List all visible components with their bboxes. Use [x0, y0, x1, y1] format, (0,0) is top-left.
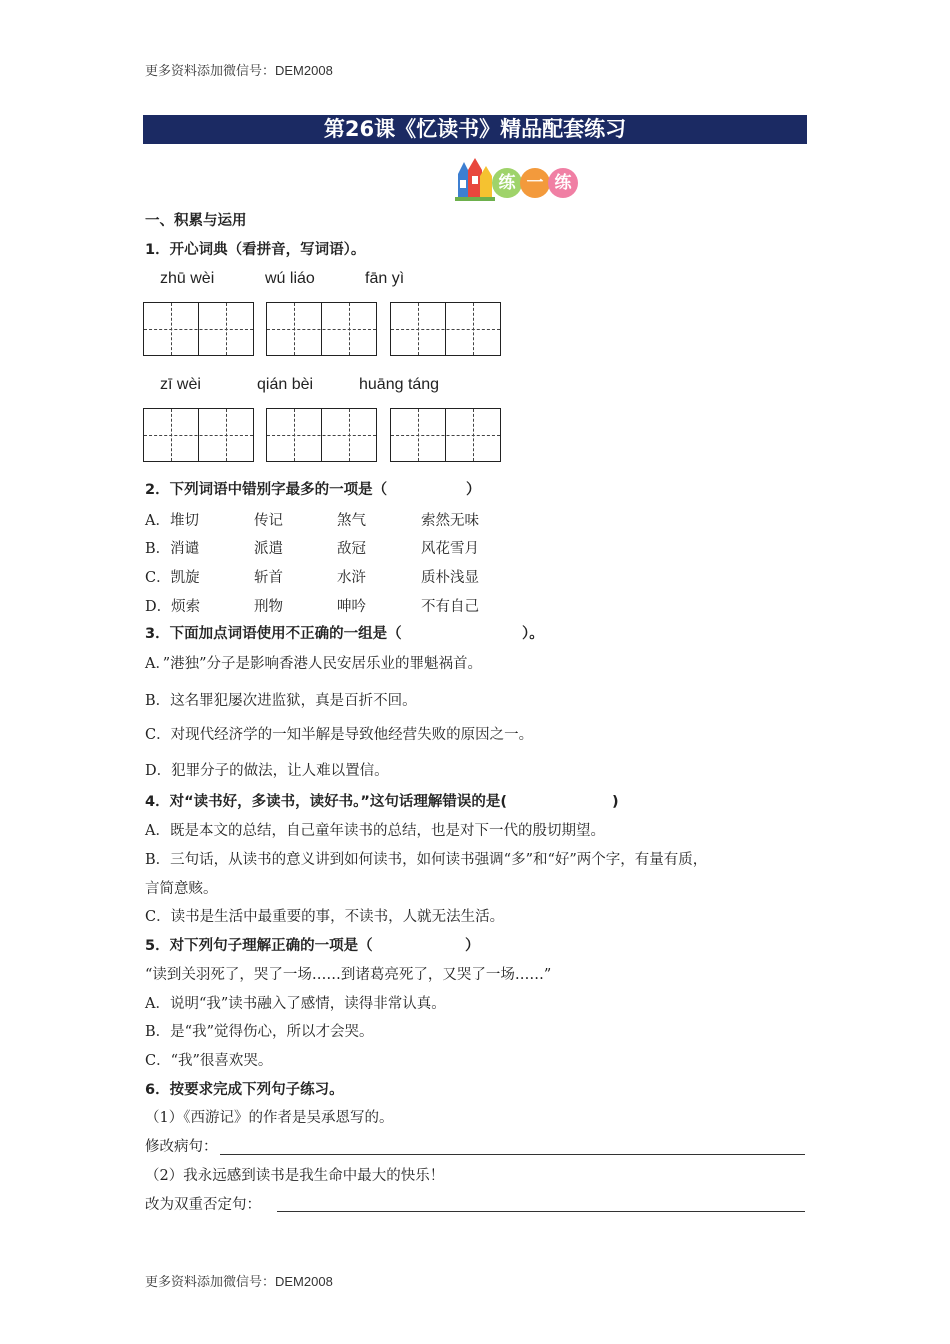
pinyin-5: qián bèi — [257, 376, 314, 393]
q3-option-a — [145, 654, 482, 674]
pinyin-2: wú liáo — [265, 270, 315, 287]
pinyin-4: zī wèi — [160, 376, 201, 393]
pinyin-6: huāng táng — [359, 376, 440, 393]
q3-b-post: 。 — [402, 693, 417, 709]
q2-option-b-3: 敌冠 — [337, 541, 366, 557]
q2-option-d-4: 不有自己 — [421, 599, 479, 615]
answer-line-1[interactable] — [220, 1154, 805, 1155]
header-note: 更多资料添加微信号：DEM2008 — [145, 63, 333, 78]
q3-stem-end: ）。 — [522, 626, 544, 642]
q2-option-c: C．凯旋 — [145, 570, 200, 586]
writing-grid-5[interactable] — [266, 408, 377, 462]
q5-stem-end: ） — [465, 938, 480, 954]
badge-char-3: 练 — [554, 173, 572, 193]
q5-quote: “读到关羽死了，哭了一场……到诸葛亮死了，又哭了一场……” — [145, 967, 552, 983]
q5-option-b: B．是“我”觉得伤心，所以才会哭。 — [145, 1024, 374, 1040]
q3-a-pre: A．”港独”分子是影响香港人民 — [145, 656, 338, 672]
title-bar — [143, 115, 807, 144]
q2-option-d: D．烦索 — [145, 599, 201, 615]
q6-stem: 6．按要求完成下列句子练习。 — [145, 1082, 344, 1098]
q3-d-post: 。 — [374, 763, 389, 779]
footer-note: 更多资料添加微信号：DEM2008 — [145, 1274, 333, 1289]
q3-b-pre: B．这名罪犯屡次进监狱，真是 — [145, 693, 345, 709]
q3-d-pre: D．犯罪分子的做法，让人 — [145, 763, 317, 779]
q3-a-post: 的罪魁祸首。 — [395, 656, 483, 672]
q2-option-c-2: 斩首 — [254, 570, 283, 586]
q4-stem-end: ) — [612, 794, 619, 810]
answer-line-2[interactable] — [277, 1211, 805, 1212]
q4-option-a: A．既是本文的总结，自己童年读书的总结，也是对下一代的殷切期望。 — [145, 823, 605, 839]
q1-stem: 1．开心词典（看拼音，写词语）。 — [145, 242, 366, 258]
q5-option-c: C．“我”很喜欢哭。 — [145, 1053, 273, 1069]
q3-c-word: 一知半解 — [272, 727, 331, 743]
writing-grid-1[interactable] — [143, 302, 254, 356]
q4-stem: 4．对“读书好，多读书，读好书。”这句话理解错误的是( — [145, 794, 508, 810]
q3-c-post: 是导致他经营失败的原因之一。 — [330, 727, 534, 743]
section-heading: 一、积累与运用 — [145, 213, 247, 229]
q3-option-b — [145, 691, 417, 711]
q2-option-a-2: 传记 — [254, 513, 283, 529]
q2-option-b-4: 风花雪月 — [421, 541, 479, 557]
q3-option-d — [145, 761, 389, 781]
pinyin-1: zhū wèi — [160, 270, 215, 287]
q2-option-d-3: 呻吟 — [337, 599, 366, 615]
q6-label-2: 改为双重否定句： — [145, 1197, 261, 1213]
q2-option-a-4: 索然无味 — [421, 513, 479, 529]
q2-stem-end: ） — [466, 482, 481, 498]
q3-d-word: 难以置信 — [316, 763, 375, 779]
q6-sentence-1: （1）《西游记》的作者是吴承恩写的。 — [145, 1110, 394, 1126]
badge-char-1: 练 — [498, 173, 516, 193]
practice-badge — [455, 158, 585, 204]
q4-option-b-line1: B．三句话，从读书的意义讲到如何读书，如何读书强调“多”和“好”两个字，有量有质， — [145, 852, 708, 868]
q6-label-1: 修改病句： — [145, 1139, 218, 1155]
q5-stem: 5．对下列句子理解正确的一项是（ — [145, 938, 373, 954]
q2-option-a-3: 煞气 — [337, 513, 366, 529]
q3-b-word: 百折不回 — [344, 693, 403, 709]
q3-a-word: 安居乐业 — [337, 656, 396, 672]
q3-stem: 3．下面加点词语使用不正确的一组是（ — [145, 626, 402, 642]
q2-option-c-4: 质朴浅显 — [421, 570, 479, 586]
q6-sentence-2: （2）我永远感到读书是我生命中最大的快乐！ — [145, 1168, 445, 1184]
q3-option-c — [145, 725, 533, 745]
q4-option-c: C．读书是生活中最重要的事，不读书，人就无法生活。 — [145, 909, 505, 925]
q3-c-pre: C．对现代经济学的 — [145, 727, 273, 743]
q2-option-c-3: 水浒 — [337, 570, 366, 586]
writing-grid-2[interactable] — [266, 302, 377, 356]
pinyin-3: fān yì — [365, 270, 405, 287]
writing-grid-4[interactable] — [143, 408, 254, 462]
q2-option-a: A．堆切 — [145, 513, 199, 529]
writing-grid-3[interactable] — [390, 302, 501, 356]
page-title: 第26课《忆读书》精品配套练习 — [323, 117, 627, 141]
badge-char-2: 一 — [526, 173, 544, 193]
q2-option-b-2: 派遣 — [254, 541, 283, 557]
q5-option-a: A．说明“我”读书融入了感情，读得非常认真。 — [145, 996, 446, 1012]
q2-option-d-2: 刑物 — [254, 599, 283, 615]
q2-option-b: B．消谴 — [145, 541, 200, 557]
q2-stem: 2．下列词语中错别字最多的一项是（ — [145, 482, 388, 498]
writing-grid-6[interactable] — [390, 408, 501, 462]
q4-option-b-line2: 言简意赅。 — [145, 881, 218, 897]
